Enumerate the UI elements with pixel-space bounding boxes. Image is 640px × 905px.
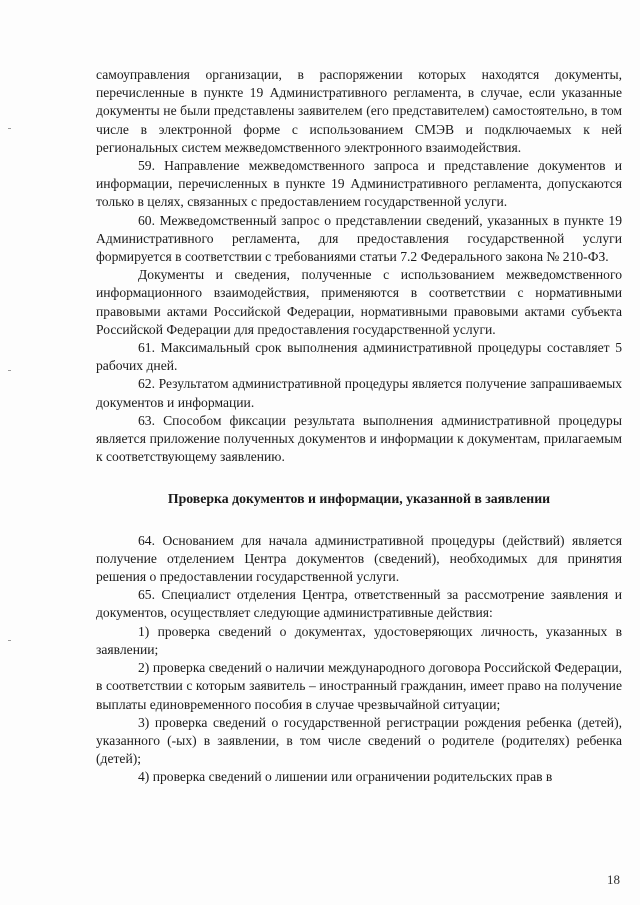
paragraph-documents-info: Документы и сведения, полученные с использованием межведомственного информационного взаимодействия, применяются в соответствии с нормативными правовыми актами Российской Федерации, нормативными правовыми актами субъекта Российской Федерации для предоставления государственной услуги. — [96, 267, 622, 337]
paragraph-65: 65. Специалист отделения Центра, ответственный за рассмотрение заявления и документов, осуществляет следующие административные действия: — [96, 587, 622, 621]
list-item-4: 4) проверка сведений о лишении или ограничении родительских прав в — [138, 769, 553, 785]
paragraph-60: 60. Межведомственный запрос о представлении сведений, указанных в пункте 19 Административного регламента, для предоставления государственной услуги формируется в соответствии с требованиями статьи 7.2 Федерального закона № 210-ФЗ. — [96, 212, 622, 265]
paragraph-continuation: самоуправления организации, в распоряжении которых находятся документы, перечисленные в пункте 19 Административного регламента, в случае, если указанные документы не были представлены заявителем (его представителем) самостоятельно, в том числе в электронной форме с использованием СМЭВ и подключаемых к ней региональных систем межведомственного электронного взаимодействия. — [96, 67, 622, 155]
page-body — [96, 66, 622, 787]
paragraph-64: 64. Основанием для начала административной процедуры (действий) является получение отделением Центра документов (сведений), необходимых для принятия решения о предоставлении государственной услуги. — [96, 532, 622, 585]
list-item-1: 1) проверка сведений о документах, удостоверяющих личность, указанных в заявлении; — [96, 623, 622, 657]
paragraph-62: 62. Результатом административной процедуры является получение запрашиваемых документов и информации. — [96, 376, 622, 410]
list-item-3: 3) проверка сведений о государственной регистрации рождения ребенка (детей), указанного (-ых) в заявлении, в том числе сведений о родителе (родителях) ребенка (детей); — [96, 714, 622, 767]
section-heading: Проверка документов и информации, указанной в заявлении — [167, 491, 551, 507]
paragraph-61: 61. Максимальный срок выполнения административной процедуры составляет 5 рабочих дней. — [96, 340, 622, 374]
scan-margin-mark — [8, 370, 11, 371]
scan-margin-mark — [8, 640, 11, 641]
page-number: 18 — [607, 872, 620, 887]
paragraph-59: 59. Направление межведомственного запроса и представление документов и информации, перечисленных в пункте 19 Административного регламента, допускаются только в целях, связанных с предоставлением государственной услуги. — [96, 158, 622, 210]
scan-margin-mark — [8, 128, 11, 129]
paragraph-63: 63. Способом фиксации результата выполнения административной процедуры является приложение полученных документов и информации к документам, прилагаемым к соответствующему заявлению. — [96, 412, 622, 465]
list-item-2: 2) проверка сведений о наличии международного договора Российской Федерации, в соответствии с которым заявитель – иностранный гражданин, имеет право на получение выплаты единовременного пособия в случае чрезвычайной ситуации; — [96, 660, 622, 712]
